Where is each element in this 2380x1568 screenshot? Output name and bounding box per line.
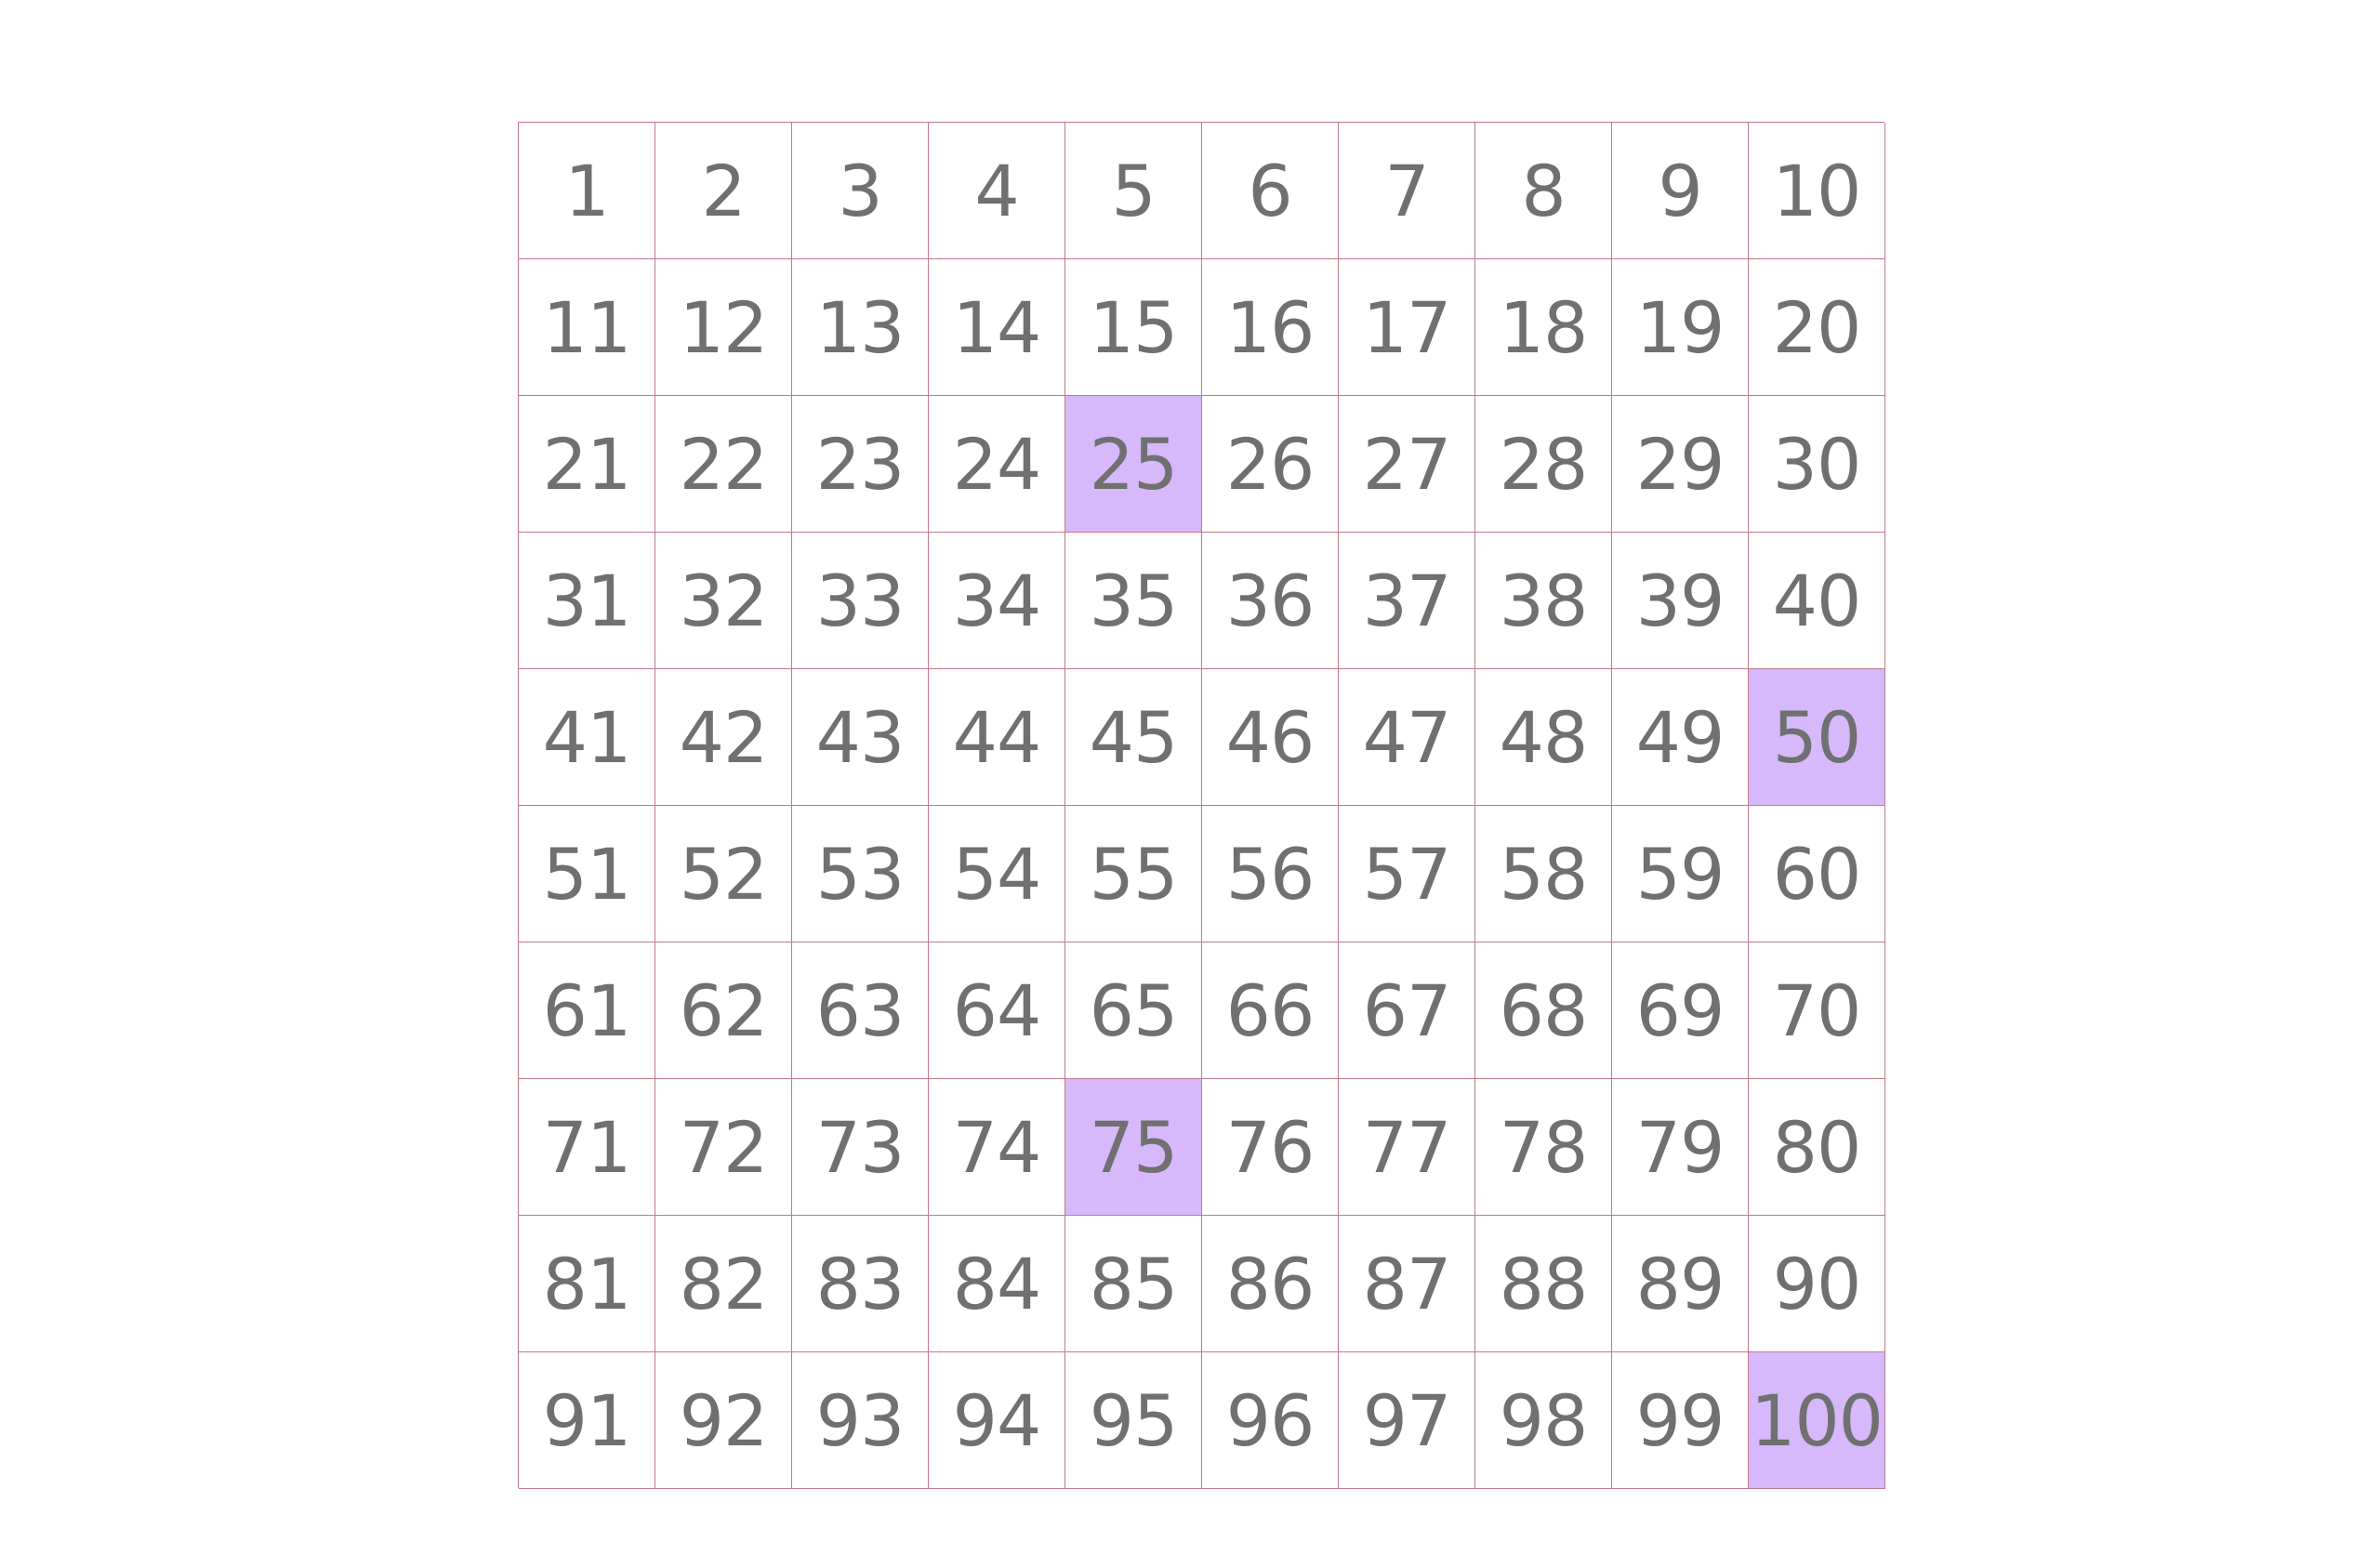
number-cell: 57: [1339, 806, 1475, 942]
number-cell: 70: [1749, 942, 1885, 1079]
number-cell: 83: [792, 1216, 929, 1352]
number-cell: 38: [1475, 533, 1612, 669]
number-cell: 60: [1749, 806, 1885, 942]
number-cell: 20: [1749, 259, 1885, 396]
number-cell: 95: [1065, 1352, 1202, 1489]
number-cell: 67: [1339, 942, 1475, 1079]
number-cell: 51: [519, 806, 655, 942]
number-cell: 9: [1612, 123, 1749, 259]
number-cell: 46: [1202, 669, 1339, 806]
number-cell: 84: [929, 1216, 1065, 1352]
number-cell: 2: [655, 123, 792, 259]
number-cell: 15: [1065, 259, 1202, 396]
number-cell: 43: [792, 669, 929, 806]
highlighted-number-cell: 75: [1065, 1079, 1202, 1216]
number-cell: 74: [929, 1079, 1065, 1216]
number-cell: 90: [1749, 1216, 1885, 1352]
number-cell: 14: [929, 259, 1065, 396]
number-cell: 68: [1475, 942, 1612, 1079]
number-cell: 33: [792, 533, 929, 669]
number-cell: 48: [1475, 669, 1612, 806]
number-cell: 61: [519, 942, 655, 1079]
highlighted-number-cell: 50: [1749, 669, 1885, 806]
number-cell: 96: [1202, 1352, 1339, 1489]
number-cell: 94: [929, 1352, 1065, 1489]
number-cell: 52: [655, 806, 792, 942]
number-cell: 10: [1749, 123, 1885, 259]
number-cell: 63: [792, 942, 929, 1079]
number-cell: 32: [655, 533, 792, 669]
number-cell: 40: [1749, 533, 1885, 669]
number-cell: 71: [519, 1079, 655, 1216]
number-cell: 66: [1202, 942, 1339, 1079]
highlighted-number-cell: 25: [1065, 396, 1202, 533]
number-cell: 29: [1612, 396, 1749, 533]
number-cell: 1: [519, 123, 655, 259]
number-cell: 17: [1339, 259, 1475, 396]
number-cell: 56: [1202, 806, 1339, 942]
number-cell: 23: [792, 396, 929, 533]
number-cell: 72: [655, 1079, 792, 1216]
number-cell: 4: [929, 123, 1065, 259]
number-cell: 65: [1065, 942, 1202, 1079]
number-cell: 3: [792, 123, 929, 259]
number-cell: 24: [929, 396, 1065, 533]
number-cell: 53: [792, 806, 929, 942]
number-cell: 18: [1475, 259, 1612, 396]
number-cell: 88: [1475, 1216, 1612, 1352]
number-cell: 47: [1339, 669, 1475, 806]
number-cell: 8: [1475, 123, 1612, 259]
number-cell: 99: [1612, 1352, 1749, 1489]
number-cell: 45: [1065, 669, 1202, 806]
number-cell: 92: [655, 1352, 792, 1489]
highlighted-number-cell: 100: [1749, 1352, 1885, 1489]
number-cell: 91: [519, 1352, 655, 1489]
hundred-chart: [518, 122, 1884, 1488]
number-cell: 28: [1475, 396, 1612, 533]
number-cell: 11: [519, 259, 655, 396]
number-cell: 6: [1202, 123, 1339, 259]
number-cell: 5: [1065, 123, 1202, 259]
number-cell: 89: [1612, 1216, 1749, 1352]
number-cell: 73: [792, 1079, 929, 1216]
number-cell: 19: [1612, 259, 1749, 396]
number-cell: 59: [1612, 806, 1749, 942]
number-cell: 12: [655, 259, 792, 396]
number-cell: 55: [1065, 806, 1202, 942]
number-cell: 44: [929, 669, 1065, 806]
number-cell: 49: [1612, 669, 1749, 806]
number-cell: 41: [519, 669, 655, 806]
number-cell: 69: [1612, 942, 1749, 1079]
number-cell: 13: [792, 259, 929, 396]
number-cell: 35: [1065, 533, 1202, 669]
number-cell: 98: [1475, 1352, 1612, 1489]
number-cell: 86: [1202, 1216, 1339, 1352]
number-cell: 42: [655, 669, 792, 806]
number-cell: 34: [929, 533, 1065, 669]
number-cell: 62: [655, 942, 792, 1079]
number-cell: 93: [792, 1352, 929, 1489]
number-cell: 77: [1339, 1079, 1475, 1216]
number-cell: 26: [1202, 396, 1339, 533]
number-cell: 85: [1065, 1216, 1202, 1352]
number-cell: 64: [929, 942, 1065, 1079]
number-cell: 21: [519, 396, 655, 533]
number-cell: 97: [1339, 1352, 1475, 1489]
number-cell: 80: [1749, 1079, 1885, 1216]
number-cell: 87: [1339, 1216, 1475, 1352]
number-cell: 82: [655, 1216, 792, 1352]
number-cell: 78: [1475, 1079, 1612, 1216]
number-cell: 30: [1749, 396, 1885, 533]
number-cell: 37: [1339, 533, 1475, 669]
number-cell: 22: [655, 396, 792, 533]
number-cell: 54: [929, 806, 1065, 942]
number-cell: 16: [1202, 259, 1339, 396]
number-cell: 76: [1202, 1079, 1339, 1216]
number-cell: 39: [1612, 533, 1749, 669]
number-cell: 36: [1202, 533, 1339, 669]
number-cell: 27: [1339, 396, 1475, 533]
number-cell: 7: [1339, 123, 1475, 259]
number-cell: 58: [1475, 806, 1612, 942]
number-cell: 79: [1612, 1079, 1749, 1216]
number-cell: 81: [519, 1216, 655, 1352]
number-cell: 31: [519, 533, 655, 669]
